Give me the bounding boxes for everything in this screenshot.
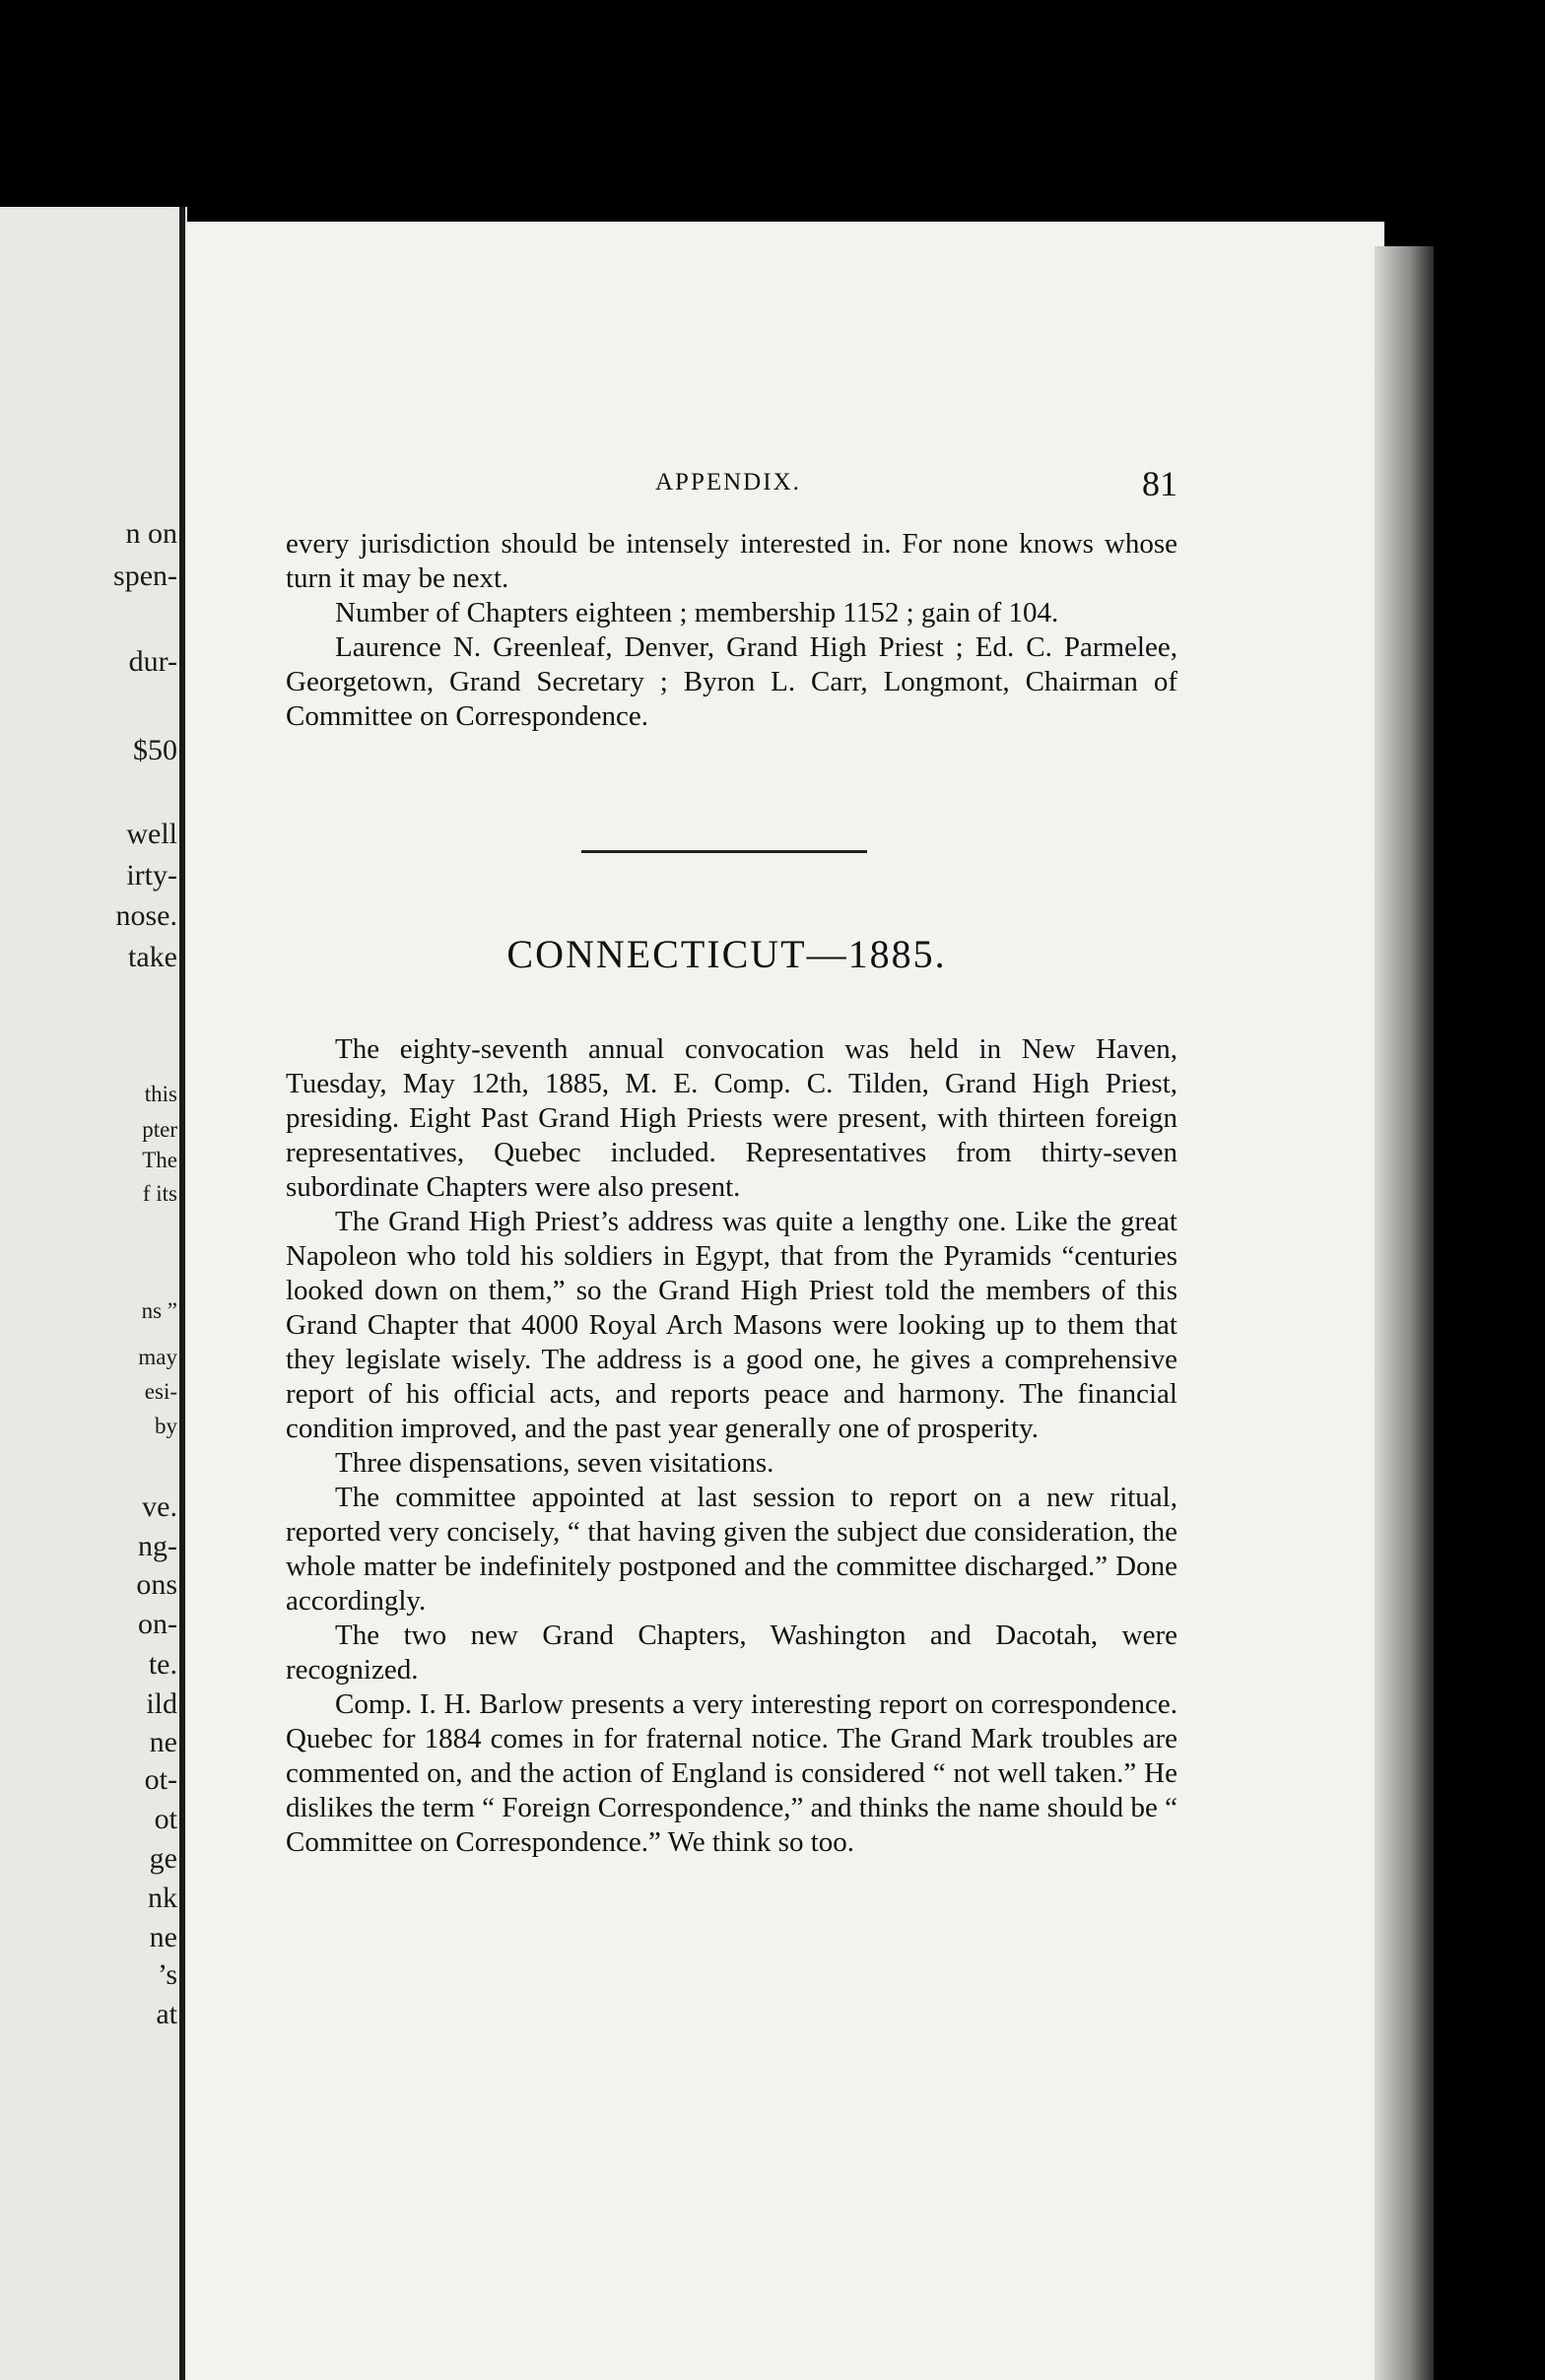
paragraph: The two new Grand Chapters, Washington and Dacotah, were recognized. — [286, 1620, 1177, 1686]
opening-text-block — [286, 527, 1177, 734]
previous-page-fragment: may — [138, 1345, 177, 1369]
previous-page-fragment: on- — [138, 1608, 177, 1640]
previous-page-fragment: ne — [149, 1921, 177, 1953]
previous-page-fragment: ge — [149, 1842, 177, 1875]
previous-page-fragment: spen- — [113, 560, 177, 592]
previous-page-fragment: by — [155, 1414, 177, 1438]
paragraph: Laurence N. Greenleaf, Denver, Grand High Priest ; Ed. C. Parmelee, Georgetown, Grand Secretary ; Byron L. Carr, Longmont, Chairman of Committee on Correspondence. — [286, 631, 1177, 732]
previous-page-fragment: The — [142, 1148, 177, 1172]
previous-page-fragment: irty- — [126, 859, 177, 892]
previous-page-fragment: n on — [125, 517, 177, 550]
page-header — [276, 463, 1177, 512]
running-head: APPENDIX. — [655, 469, 801, 496]
previous-page-fragment: take — [128, 941, 177, 973]
previous-page-fragment: esi- — [144, 1379, 177, 1404]
page-edge-shadow — [1375, 246, 1434, 2380]
paragraph: The Grand High Priest’s address was quite a lengthy one. Like the great Napoleon who told his soldiers in Egypt, that from the Pyramids “centuries looked down on them,” so the Grand High Priest told the members of this Grand Chapter that 4000 Royal Arch Masons were looking up to them that they legislate wisely. The address is a good one, he gives a comprehensive report of his official acts, and reports peace and harmony. The financial condition improved, and the past year generally one of prosperity. — [286, 1206, 1177, 1444]
previous-page-fragment: te. — [148, 1648, 177, 1681]
previous-page-fragment: nose. — [115, 899, 177, 932]
previous-page-fragment: ns ” — [141, 1298, 177, 1323]
section-divider — [581, 850, 867, 853]
paragraph: The eighty-seventh annual convocation was held in New Haven, Tuesday, May 12th, 1885, M. E. Comp. C. Tilden, Grand High Priest, presiding. Eight Past Grand High Priests were present, with thirteen foreign representatives, Quebec included. Representatives from thirty-seven subordinate Chapters were also present. — [286, 1033, 1177, 1203]
previous-page-fragment: ve. — [142, 1490, 177, 1523]
paragraph: Number of Chapters eighteen ; membership 1152 ; gain of 104. — [335, 597, 1059, 628]
paragraph: every jurisdiction should be intensely interested in. For none knows whose turn it may be next. — [286, 528, 1177, 594]
page-gutter — [179, 207, 185, 2380]
previous-page-fragment: $50 — [133, 734, 177, 766]
previous-page-fragment: well — [126, 818, 177, 850]
previous-page-fragment: ng- — [138, 1530, 177, 1562]
previous-page-fragment: this — [144, 1082, 177, 1106]
previous-page-fragment: ons — [136, 1568, 177, 1601]
section-title: CONNECTICUT—1885. — [506, 932, 947, 976]
previous-page-fragment: ’s — [157, 1958, 177, 1991]
previous-page-fragment: ne — [149, 1726, 177, 1758]
previous-page-fragment: ot- — [144, 1763, 177, 1796]
page-number: 81 — [1142, 464, 1177, 503]
previous-page-fragment: nk — [148, 1882, 177, 1914]
previous-page-fragment: ot — [154, 1803, 177, 1835]
previous-page-fragment: at — [156, 1998, 177, 2030]
section-text-block — [286, 1032, 1177, 1860]
paragraph: The committee appointed at last session to report on a new ritual, reported very concisely, “ that having given the subject due consideration, the whole matter be indefinitely postponed and the committee discharged.” Done accordingly. — [286, 1482, 1177, 1617]
previous-page-fragment: dur- — [128, 645, 177, 678]
previous-page-fragment: f its — [142, 1181, 177, 1206]
paragraph: Three dispensations, seven visitations. — [335, 1447, 774, 1479]
previous-page-fragment: ild — [146, 1687, 177, 1720]
paragraph: Comp. I. H. Barlow presents a very interesting report on correspondence. Quebec for 1884 comes in for fraternal notice. The Grand Mark troubles are commented on, and the action of England is considered “ not well taken.” He dislikes the term “ Foreign Correspondence,” and thinks the name should be “ Committee on Correspondence.” We think so too. — [286, 1688, 1177, 1858]
previous-page-fragment: pter — [142, 1117, 177, 1142]
